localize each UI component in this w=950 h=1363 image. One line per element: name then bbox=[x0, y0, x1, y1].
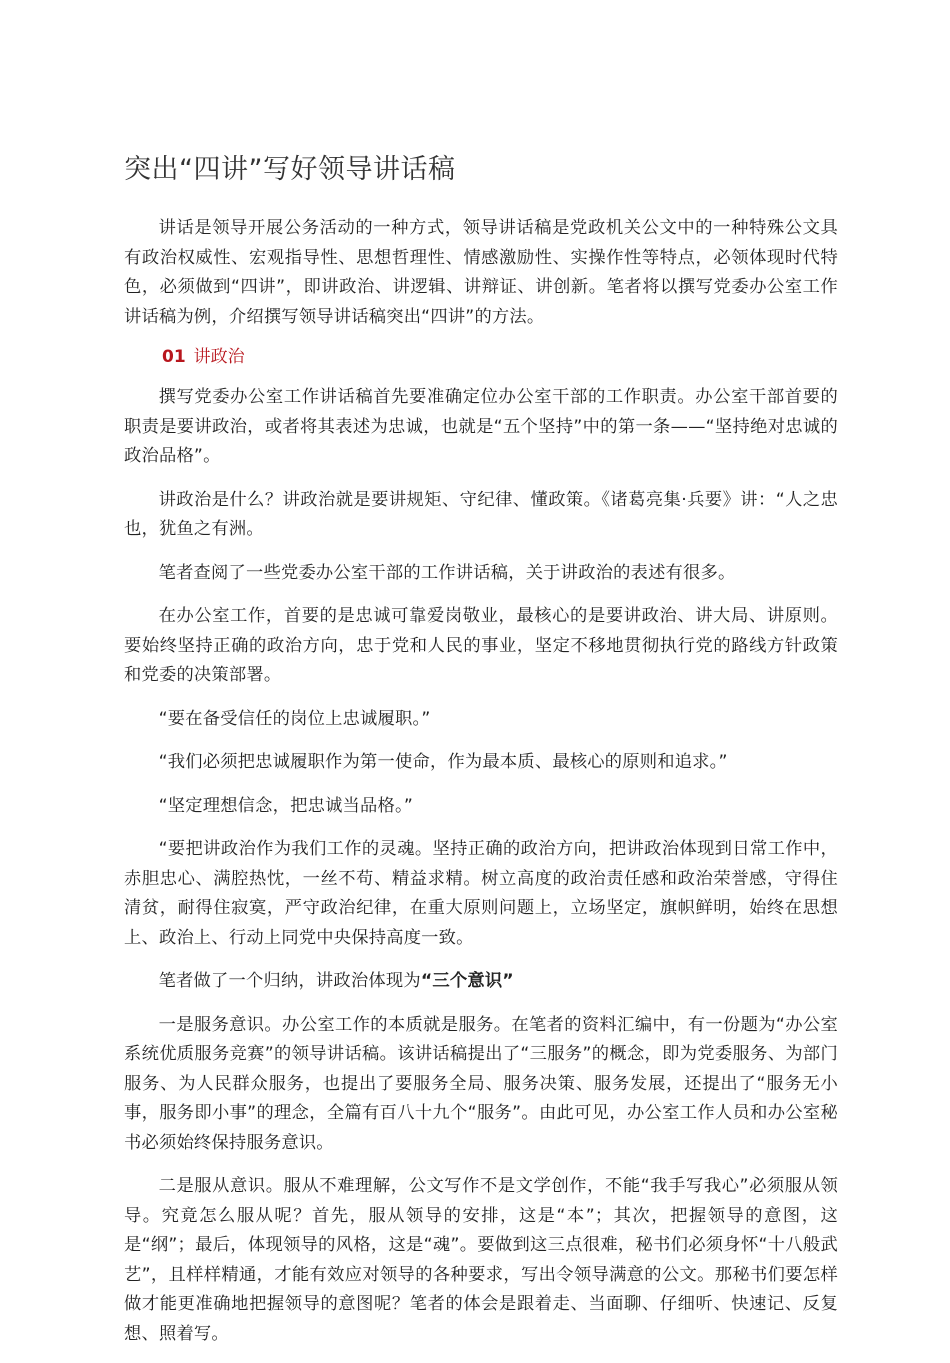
section-number: 01 bbox=[162, 347, 186, 367]
summary-text: 笔者做了一个归纳，讲政治体现为 bbox=[158, 971, 421, 991]
summary-bold: “三个意识” bbox=[420, 971, 514, 991]
quote-paragraph: “坚定理想信念，把忠诚当品格。” bbox=[158, 795, 413, 816]
section-title: 讲政治 bbox=[193, 347, 245, 367]
body-paragraph: 撰写党委办公室工作讲话稿首先要准确定位办公室干部的工作职责。办公室干部首要的职责是要讲政治，或者将其表述为忠诚，也就是“五个坚持”中的第一条——“坚持绝对忠诚的政治品格”。 bbox=[124, 387, 838, 466]
summary-paragraph bbox=[124, 967, 838, 997]
body-paragraph: 笔者查阅了一些党委办公室干部的工作讲话稿，关于讲政治的表述有很多。 bbox=[158, 562, 736, 583]
quote-paragraph: “我们必须把忠诚履职作为第一使命，作为最本质、最核心的原则和追求。” bbox=[158, 752, 728, 772]
document-page bbox=[124, 148, 838, 1363]
body-paragraph: 讲政治是什么？讲政治就是要讲规矩、守纪律、懂政策。《诸葛亮集·兵要》讲：“人之忠也，犹鱼之有洲。 bbox=[124, 489, 838, 539]
intro-paragraph: 讲话是领导开展公务活动的一种方式，领导讲话稿是党政机关公文中的一种特殊公文具有政治权威性、宏观指导性、思想哲理性、情感激励性、实操作性等特点，必领体现时代特色，必须做到“四讲”，即讲政治、讲逻辑、讲辩证、讲创新。笔者将以撰写党委办公室工作讲话稿为例，介绍撰写领导讲话稿突出“四讲”的方法。 bbox=[124, 218, 838, 327]
body-paragraph: 二是服从意识。服从不难理解，公文写作不是文学创作，不能“我手写我心”必须服从领导。究竟怎么服从呢？首先，服从领导的安排，这是“本”；其次，把握领导的意图，这是“纲”；最后，体现领导的风格，这是“魂”。要做到这三点很难，秘书们必须身怀“十八般武艺”，且样样精通，才能有效应对领导的各种要求，写出令领导满意的公文。那秘书们要怎样做才能更准确地把握领导的意图呢？笔者的体会是跟着走、当面聊、仔细听、快速记、反复想、照着写。 bbox=[124, 1176, 838, 1344]
body-paragraph: 一是服务意识。办公室工作的本质就是服务。在笔者的资料汇编中，有一份题为“办公室系统优质服务竞赛”的领导讲话稿。该讲话稿提出了“三服务”的概念，即为党委服务、为部门服务、为人民群众服务，也提出了要服务全局、服务决策、服务发展，还提出了“服务无小事，服务即小事”的理念，全篇有百八十九个“服务”。由此可见，办公室工作人员和办公室秘书必须始终保持服务意识。 bbox=[124, 1014, 838, 1153]
quote-paragraph: “要在备受信任的岗位上忠诚履职。” bbox=[158, 708, 431, 729]
body-paragraph: 在办公室工作，首要的是忠诚可靠爱岗敬业，最核心的是要讲政治、讲大局、讲原则。要始终坚持正确的政治方向，忠于党和人民的事业，坚定不移地贯彻执行党的路线方针政策和党委的决策部署。 bbox=[124, 606, 838, 685]
article-title: 突出“四讲”写好领导讲话稿 bbox=[124, 154, 456, 185]
section-heading-politics bbox=[124, 343, 838, 371]
quote-paragraph: “要把讲政治作为我们工作的灵魂。坚持正确的政治方向，把讲政治体现到日常工作中，赤胆忠心、满腔热忱，一丝不苟、精益求精。树立高度的政治责任感和政治荣誉感，守得住清贫，耐得住寂寞，严守政治纪律，在重大原则问题上，立场坚定，旗帜鲜明，始终在思想上、政治上、行动上同党中央保持高度一致。 bbox=[124, 839, 838, 948]
